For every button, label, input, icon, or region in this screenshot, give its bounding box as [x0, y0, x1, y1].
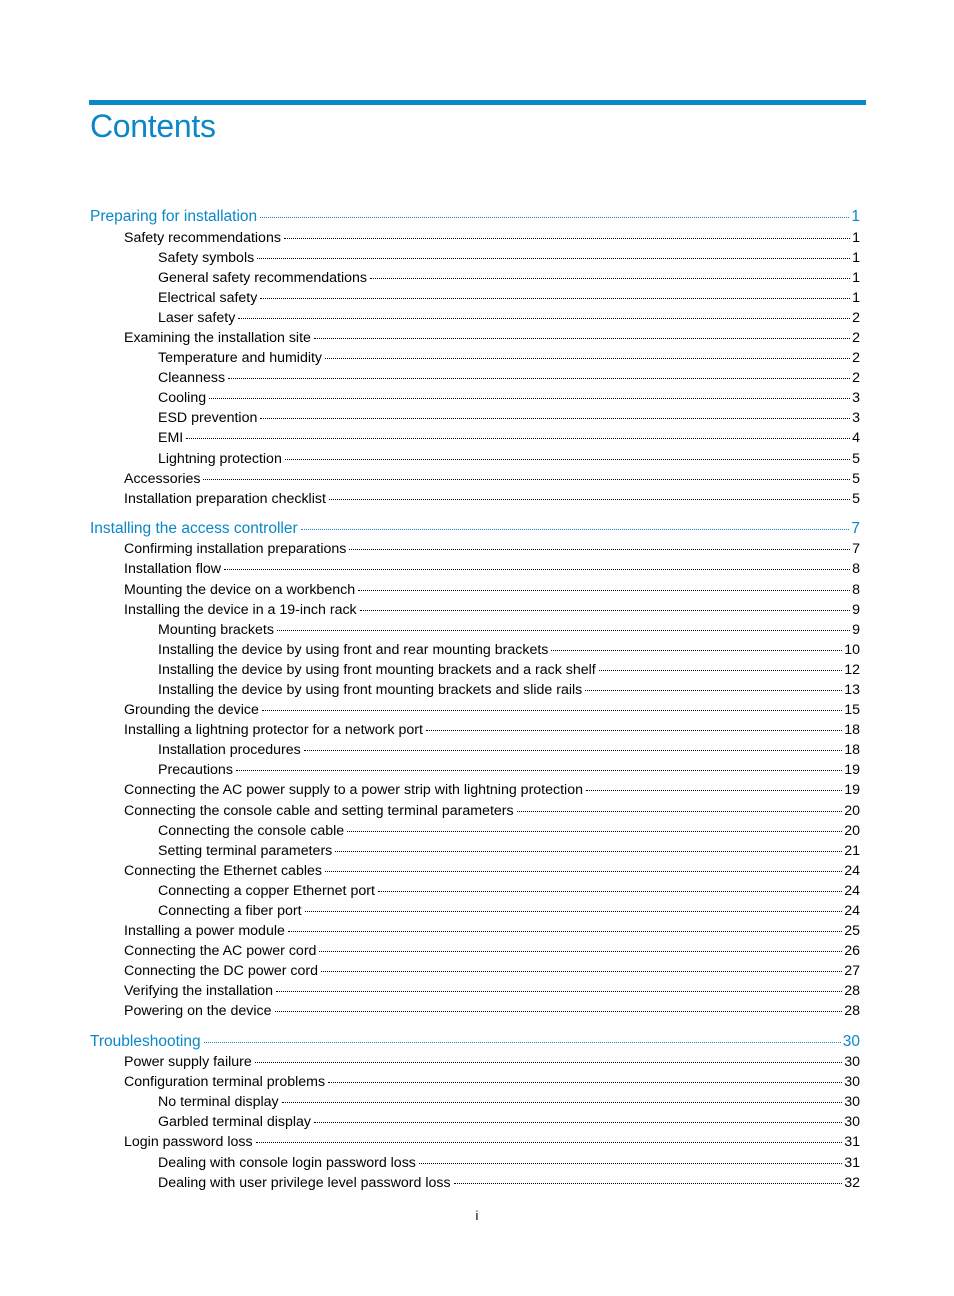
dot-leader: [325, 871, 842, 872]
toc-entry-page: 24: [844, 903, 860, 919]
dot-leader: [599, 670, 843, 671]
toc-entry-page: 8: [852, 561, 860, 578]
toc-entry-page: 31: [844, 1134, 860, 1151]
dot-leader: [328, 1082, 842, 1083]
dot-leader: [305, 911, 843, 912]
toc-entry-page: 15: [844, 702, 860, 719]
toc-entry-page: 7: [852, 541, 860, 558]
dot-leader: [358, 590, 850, 591]
toc-entry-page: 25: [844, 923, 860, 940]
toc-entry-page: 30: [844, 1114, 860, 1131]
toc-section-link[interactable]: [90, 600, 860, 620]
toc-subsection-link[interactable]: [90, 348, 860, 368]
toc-entry-page: 30: [842, 1032, 860, 1050]
toc-section-link[interactable]: [90, 720, 860, 740]
toc-entry-page: 2: [852, 350, 860, 367]
toc-subsection-link[interactable]: [90, 841, 860, 861]
dot-leader: [419, 1163, 842, 1164]
dot-leader: [285, 459, 850, 460]
toc-section-link[interactable]: [90, 941, 860, 961]
toc-entry-title: Verifying the installation: [124, 983, 274, 1000]
toc-section-link[interactable]: [90, 921, 860, 941]
toc-section-link[interactable]: [90, 801, 860, 821]
dot-leader: [209, 398, 850, 399]
toc-entry-title: Garbled terminal display: [158, 1114, 311, 1131]
toc-subsection-link[interactable]: [90, 248, 860, 268]
toc-section-link[interactable]: [90, 1001, 860, 1021]
dot-leader: [275, 1011, 843, 1012]
toc-entry-page: 3: [852, 390, 860, 407]
dot-leader: [370, 278, 850, 279]
toc-entry-title: Connecting the console cable and setting terminal parameters: [124, 802, 514, 819]
toc-entry-page: 9: [852, 601, 860, 618]
toc-entry-page: 27: [844, 963, 860, 980]
toc-entry-page: 8: [852, 581, 860, 598]
dot-leader: [329, 499, 850, 500]
toc-entry-page: 1: [852, 289, 860, 306]
toc-entry-title: Accessories: [124, 470, 201, 487]
toc-entry-page: 20: [844, 802, 860, 819]
dot-leader: [277, 630, 850, 631]
dot-leader: [454, 1183, 843, 1184]
toc-section-link[interactable]: [90, 539, 860, 559]
toc-entry-page: 3: [852, 410, 860, 427]
toc-entry-title: Installing the device by using front mounting brackets and a rack shelf: [158, 661, 596, 678]
toc-entry-page: 4: [852, 430, 860, 447]
dot-leader: [585, 690, 842, 691]
dot-leader: [321, 971, 842, 972]
toc-entry-title: Mounting the device on a workbench: [124, 581, 356, 598]
dot-leader: [203, 479, 850, 480]
dot-leader: [319, 951, 842, 952]
toc-entry-page: 7: [851, 519, 860, 537]
toc-entry-page: 30: [844, 1054, 860, 1071]
toc-entry-page: 30: [844, 1094, 860, 1111]
dot-leader: [260, 298, 850, 299]
toc-entry-title: Safety symbols: [158, 249, 255, 266]
toc-entry-page: 2: [852, 370, 860, 387]
toc-subsection-link[interactable]: [90, 881, 860, 901]
toc-subsection-link[interactable]: [90, 428, 860, 448]
toc-entry-title: Login password loss: [124, 1134, 253, 1151]
toc-entry-title: Installing a power module: [124, 923, 285, 940]
toc-entry-title: Precautions: [158, 762, 233, 779]
toc-entry-title: Connecting the DC power cord: [124, 963, 318, 980]
toc-subsection-link[interactable]: [90, 268, 860, 288]
toc-section-link[interactable]: [90, 559, 860, 579]
dot-leader: [426, 730, 842, 731]
toc-entry-title: Connecting the AC power supply to a power strip with lightning protection: [124, 782, 583, 799]
toc-section-link[interactable]: [90, 861, 860, 881]
toc-chapter: [90, 1032, 860, 1193]
toc-section-link[interactable]: [90, 961, 860, 981]
toc-chapter: [90, 519, 860, 1022]
toc-entry-page: 18: [844, 742, 860, 759]
toc-entry-page: 21: [844, 842, 860, 859]
toc-entry-title: Electrical safety: [158, 289, 258, 306]
toc-section-link[interactable]: [90, 1132, 860, 1152]
toc-entry-title: Powering on the device: [124, 1003, 272, 1020]
toc-entry-page: 18: [844, 722, 860, 739]
toc-subsection-link[interactable]: [90, 388, 860, 408]
toc-entry-title: Installing the device by using front and rear mounting brackets: [158, 641, 549, 658]
toc-chapter-link[interactable]: [90, 519, 860, 540]
toc-entry-title: Dealing with console login password loss: [158, 1154, 416, 1171]
toc-entry-page: 24: [844, 862, 860, 879]
toc-section-link[interactable]: [90, 328, 860, 348]
toc-section-link[interactable]: [90, 700, 860, 720]
dot-leader: [204, 1042, 841, 1043]
dot-leader: [224, 569, 850, 570]
dot-leader: [186, 438, 850, 439]
toc-section-link[interactable]: [90, 489, 860, 509]
toc-entry-title: ESD prevention: [158, 410, 258, 427]
toc-section-link[interactable]: [90, 780, 860, 800]
toc-subsection-link[interactable]: [90, 1173, 860, 1193]
toc-subsection-link[interactable]: [90, 368, 860, 388]
toc-entry-title: EMI: [158, 430, 184, 447]
toc-entry-page: 28: [844, 983, 860, 1000]
dot-leader: [284, 238, 850, 239]
toc-section-link[interactable]: [90, 1072, 860, 1092]
toc-subsection-link[interactable]: [90, 640, 860, 660]
dot-leader: [282, 1102, 843, 1103]
toc-entry-page: 1: [852, 229, 860, 246]
dot-leader: [335, 851, 842, 852]
toc-entry-title: Setting terminal parameters: [158, 842, 333, 859]
toc-section-link[interactable]: [90, 580, 860, 600]
toc-subsection-link[interactable]: [90, 288, 860, 308]
toc-entry-title: Examining the installation site: [124, 329, 311, 346]
toc-entry-title: Power supply failure: [124, 1054, 252, 1071]
toc-entry-page: 2: [852, 309, 860, 326]
dot-leader: [325, 358, 850, 359]
dot-leader: [260, 217, 849, 218]
toc-section-link[interactable]: [90, 469, 860, 489]
toc-entry-page: 1: [852, 269, 860, 286]
toc-entry-title: Configuration terminal problems: [124, 1074, 326, 1091]
toc-entry-page: 24: [844, 882, 860, 899]
dot-leader: [257, 258, 850, 259]
toc-entry-title: Cleanness: [158, 370, 226, 387]
toc-entry-title: Installing a lightning protector for a network port: [124, 722, 423, 739]
toc-entry-page: 32: [844, 1174, 860, 1191]
dot-leader: [314, 1122, 842, 1123]
toc-section-link[interactable]: [90, 228, 860, 248]
toc-entry-title: Connecting the AC power cord: [124, 943, 317, 960]
toc-subsection-link[interactable]: [90, 1112, 860, 1132]
toc-entry-title: Connecting the Ethernet cables: [124, 862, 322, 879]
toc-entry-page: 31: [844, 1154, 860, 1171]
dot-leader: [360, 610, 850, 611]
toc-entry-title: Troubleshooting: [90, 1032, 201, 1050]
dot-leader: [314, 338, 850, 339]
dot-leader: [378, 891, 842, 892]
page-title: Contents: [90, 108, 216, 144]
toc-entry-title: Connecting a fiber port: [158, 903, 302, 919]
toc-entry-page: 9: [852, 621, 860, 638]
dot-leader: [262, 710, 842, 711]
toc-entry-page: 28: [844, 1003, 860, 1020]
toc-subsection-link[interactable]: [90, 680, 860, 700]
toc-subsection-link[interactable]: [90, 308, 860, 328]
toc-entry-page: 26: [844, 943, 860, 960]
toc-chapter-link[interactable]: [90, 1032, 860, 1053]
toc-subsection-link[interactable]: [90, 1092, 860, 1112]
toc-entry-title: Confirming installation preparations: [124, 541, 347, 558]
toc-subsection-link[interactable]: [90, 821, 860, 841]
toc-subsection-link[interactable]: [90, 760, 860, 780]
toc-subsection-link[interactable]: [90, 1153, 860, 1173]
dot-leader: [238, 318, 850, 319]
toc-entry-title: Safety recommendations: [124, 229, 281, 246]
toc-entry-title: Installation flow: [124, 561, 221, 578]
toc-entry-title: Connecting a copper Ethernet port: [158, 882, 375, 899]
toc-entry-page: 12: [844, 661, 860, 678]
toc-entry-title: Cooling: [158, 390, 207, 407]
toc-entry-page: 2: [852, 329, 860, 346]
dot-leader: [304, 750, 842, 751]
toc-entry-page: 1: [852, 249, 860, 266]
toc-entry-page: 19: [844, 782, 860, 799]
dot-leader: [255, 1062, 842, 1063]
toc-section-link[interactable]: [90, 981, 860, 1001]
toc-entry-page: 5: [852, 470, 860, 487]
page-number: i: [475, 1208, 479, 1223]
title-rule: [89, 100, 866, 105]
toc-entry-page: 30: [844, 1074, 860, 1091]
toc-entry-title: Installing the access controller: [90, 519, 298, 537]
toc-subsection-link[interactable]: [90, 408, 860, 428]
toc-subsection-link[interactable]: [90, 449, 860, 469]
toc-entry-title: General safety recommendations: [158, 269, 367, 286]
dot-leader: [236, 770, 842, 771]
toc-entry-title: Lightning protection: [158, 450, 282, 467]
toc-entry-title: Installation preparation checklist: [124, 490, 326, 507]
toc-entry-page: 10: [844, 641, 860, 658]
table-of-contents: [90, 207, 860, 1203]
toc-entry-title: Connecting the console cable: [158, 822, 345, 839]
toc-entry-title: No terminal display: [158, 1094, 279, 1111]
toc-subsection-link[interactable]: [90, 901, 860, 921]
dot-leader: [347, 831, 842, 832]
dot-leader: [256, 1142, 843, 1143]
dot-leader: [551, 650, 842, 651]
toc-entry-page: 5: [852, 490, 860, 507]
toc-chapter-link[interactable]: [90, 207, 860, 228]
toc-subsection-link[interactable]: [90, 620, 860, 640]
toc-subsection-link[interactable]: [90, 740, 860, 760]
toc-entry-title: Installing the device in a 19-inch rack: [124, 601, 357, 618]
toc-chapter: [90, 207, 860, 509]
toc-entry-title: Grounding the device: [124, 702, 259, 719]
toc-entry-page: 20: [844, 822, 860, 839]
toc-entry-title: Installation procedures: [158, 742, 301, 759]
toc-section-link[interactable]: [90, 1052, 860, 1072]
toc-entry-title: Mounting brackets: [158, 621, 274, 638]
dot-leader: [517, 811, 843, 812]
dot-leader: [301, 529, 850, 530]
toc-entry-page: 13: [844, 681, 860, 698]
toc-subsection-link[interactable]: [90, 660, 860, 680]
toc-entry-title: Installing the device by using front mounting brackets and slide rails: [158, 681, 583, 698]
toc-entry-title: Laser safety: [158, 309, 236, 326]
dot-leader: [228, 378, 850, 379]
dot-leader: [288, 931, 842, 932]
toc-entry-page: 19: [844, 762, 860, 779]
dot-leader: [586, 790, 842, 791]
dot-leader: [349, 549, 850, 550]
toc-entry-page: 5: [852, 450, 860, 467]
dot-leader: [260, 418, 850, 419]
toc-entry-title: Preparing for installation: [90, 208, 258, 225]
toc-entry-page: 1: [851, 208, 860, 225]
dot-leader: [276, 991, 842, 992]
toc-entry-title: Dealing with user privilege level password loss: [158, 1174, 451, 1191]
toc-entry-title: Temperature and humidity: [158, 350, 323, 367]
